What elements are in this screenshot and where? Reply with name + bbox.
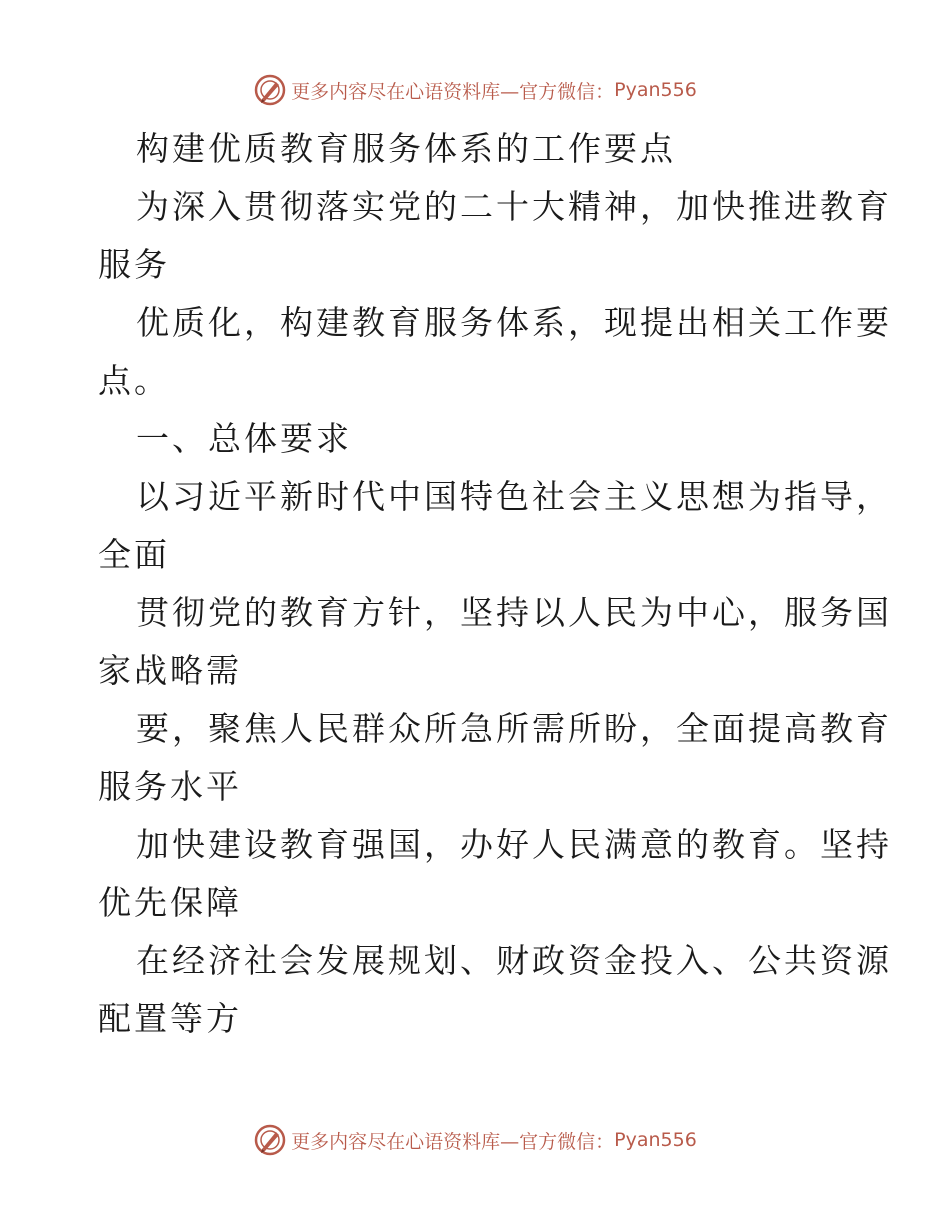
doc-line (98, 584, 892, 642)
watermark-text: 更多内容尽在心语资料库—官方微信： (291, 80, 615, 103)
doc-line (98, 700, 892, 758)
doc-line-text: 构建优质教育服务体系的工作要点 (136, 129, 676, 168)
doc-line (98, 352, 858, 410)
doc-line (98, 990, 858, 1048)
doc-line (98, 120, 858, 178)
document-body (98, 120, 892, 1048)
header-watermark (0, 70, 950, 110)
doc-line-text: 优质化，构建教育服务体系，现提出相关工作要 (136, 303, 892, 342)
doc-line-text: 优先保障 (98, 883, 242, 922)
doc-line (98, 410, 858, 468)
doc-line-text: 点。 (98, 361, 170, 400)
doc-line (98, 468, 892, 526)
red-circle-pen-logo-icon (253, 1123, 287, 1157)
doc-line (98, 758, 858, 816)
watermark-wechat-id: Pyan556 (614, 1129, 697, 1151)
doc-line (98, 874, 858, 932)
doc-line-text: 加快建设教育强国，办好人民满意的教育。坚持 (136, 825, 892, 864)
doc-line-text: 以习近平新时代中国特色社会主义思想为指导， (136, 477, 892, 516)
doc-line (98, 642, 858, 700)
doc-line (98, 236, 858, 294)
doc-line-text: 一、总体要求 (136, 419, 352, 458)
footer-watermark (0, 1120, 950, 1160)
doc-line-text: 贯彻党的教育方针，坚持以人民为中心，服务国 (136, 593, 892, 632)
doc-line (98, 294, 892, 352)
watermark-wechat-id: Pyan556 (614, 79, 697, 101)
doc-line (98, 178, 892, 236)
doc-line (98, 816, 892, 874)
doc-line-text: 全面 (98, 535, 170, 574)
watermark-text: 更多内容尽在心语资料库—官方微信： (291, 1130, 615, 1153)
doc-line-text: 配置等方 (98, 999, 242, 1038)
doc-line-text: 为深入贯彻落实党的二十大精神，加快推进教育 (136, 187, 892, 226)
doc-line-text: 在经济社会发展规划、财政资金投入、公共资源 (136, 941, 892, 980)
doc-line-text: 服务 (98, 245, 170, 284)
doc-line (98, 526, 858, 584)
doc-line-text: 家战略需 (98, 651, 242, 690)
doc-line-text: 要，聚焦人民群众所急所需所盼，全面提高教育 (136, 709, 892, 748)
red-circle-pen-logo-icon (253, 73, 287, 107)
doc-line-text: 服务水平 (98, 767, 242, 806)
doc-line (98, 932, 892, 990)
